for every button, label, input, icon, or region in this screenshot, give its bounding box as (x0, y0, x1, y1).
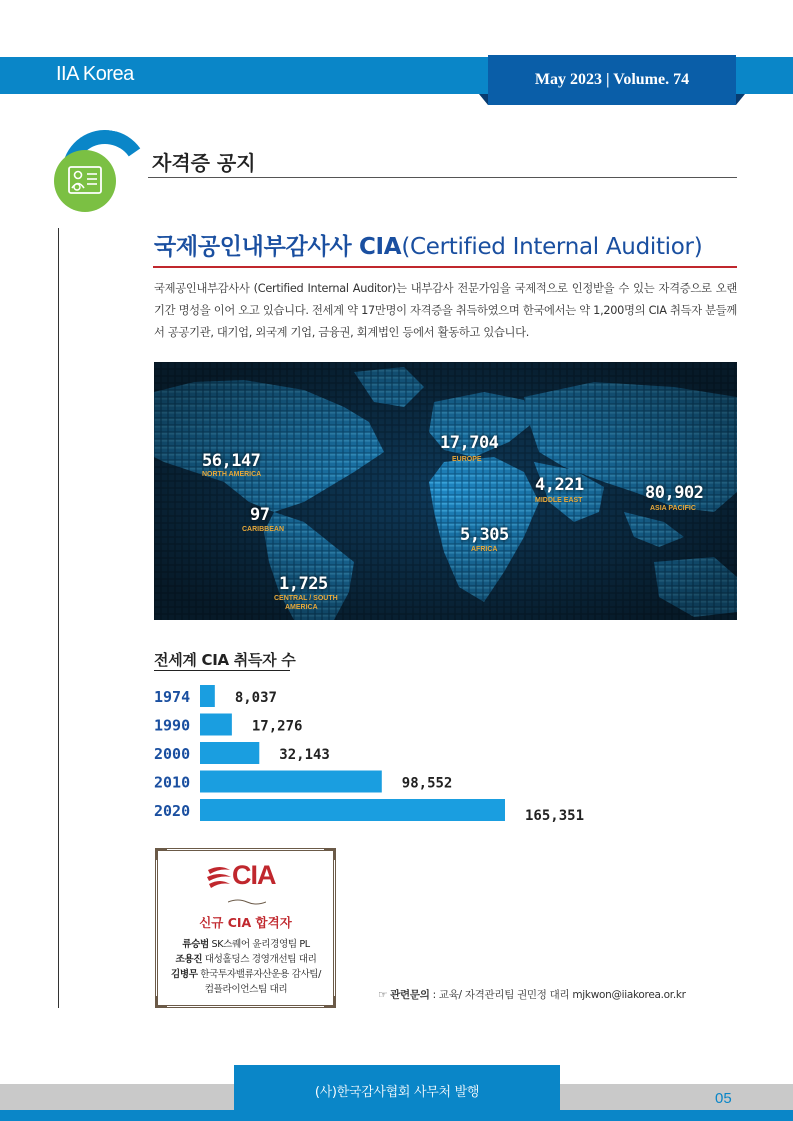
map-region-central-south-america-line2: AMERICA (285, 604, 318, 611)
map-region-africa: AFRICA (471, 546, 498, 553)
bar-1990 (200, 714, 232, 736)
article-title-english: (Certified Internal Auditior) (401, 234, 703, 260)
person-affiliation: SK스퀘어 윤리경영팀 PL (211, 939, 310, 950)
map-value-central-south-america: 1,725 (279, 574, 328, 594)
section-title: 자격증 공지 (152, 151, 256, 175)
value-label-2020: 165,351 (525, 808, 585, 824)
frame-corner-br (324, 996, 336, 1008)
chart-title-underline (154, 670, 290, 671)
section-divider (148, 177, 737, 178)
contact-label: 관련문의 (390, 989, 430, 1001)
section-icon-badge (54, 150, 116, 212)
frame-corner-tl (155, 848, 167, 860)
category-label-1990: 1990 (154, 716, 191, 735)
frame-corner-tr (324, 848, 336, 860)
person-affiliation: 한국투자밸류자산운용 감사팀/ (200, 969, 322, 980)
category-label-2020: 2020 (154, 802, 191, 820)
list-item (160, 967, 332, 982)
article-title-underline (153, 266, 737, 268)
map-region-asia-pacific: ASIA PACIFIC (650, 505, 696, 512)
map-region-central-south-america: CENTRAL / SOUTH (274, 595, 338, 602)
left-vertical-rule (58, 228, 59, 1008)
category-label-2010: 2010 (154, 773, 191, 792)
bar-1974 (200, 685, 215, 707)
person-affiliation: 대성홀딩스 경영개선팀 대리 (204, 954, 317, 965)
map-value-asia-pacific: 80,902 (645, 483, 704, 503)
value-label-2000: 32,143 (279, 747, 330, 763)
frame-corner-bl (155, 996, 167, 1008)
article-intro: 국제공인내부감사사 (Certified Internal Auditor)는 내부감사 전문가임을 국제적으로 인정받을 수 있는 자격증으로 오랜 기간 명성을 이어 오고 있습니다. 전세계 약 17만명이 자격증을 취득하였으며 한국에서는 약 1,200명의 CIA 취득자 분들께서 공공기관, 대기업, 외국계 기업, 금융권, 회계법인 등에서 활동하고 있습니다. (154, 282, 737, 339)
list-item-continued: 컴플라이언스팀 대리 (204, 984, 288, 995)
bar-2010 (200, 771, 382, 793)
map-region-north-america: NORTH AMERICA (202, 471, 262, 478)
map-region-europe: EUROPE (452, 456, 482, 463)
world-map (154, 362, 737, 620)
article-title-korean: 국제공인내부감사사 CIA (154, 234, 402, 260)
ornament-divider-icon (228, 898, 266, 906)
map-value-caribbean: 97 (250, 505, 270, 525)
person-name: 조용진 (175, 954, 203, 965)
pointing-hand-icon: ☞ (378, 989, 388, 1001)
map-value-europe: 17,704 (440, 433, 499, 453)
new-cia-list (160, 937, 332, 997)
value-label-1974: 8,037 (234, 690, 277, 706)
bar-chart-svg (154, 683, 654, 828)
bar-2000 (200, 742, 259, 764)
page-number: 05 (715, 1090, 732, 1107)
new-cia-heading: 신규 CIA 합격자 (199, 915, 292, 930)
map-region-middle-east: MIDDLE EAST (535, 497, 583, 504)
person-name: 김병무 (170, 969, 198, 980)
map-value-north-america: 56,147 (202, 451, 261, 471)
contact-info (378, 987, 686, 1002)
value-label-2010: 98,552 (401, 775, 453, 792)
map-region-caribbean: CARIBBEAN (242, 526, 284, 533)
article-title (154, 228, 702, 261)
bar-2020 (200, 799, 505, 821)
map-value-africa: 5,305 (460, 525, 509, 545)
list-item (160, 937, 332, 952)
list-item (160, 952, 332, 967)
contact-text: : 교육/ 자격관리팀 권민정 대리 mjkwon@iiakorea.or.kr (429, 989, 686, 1001)
person-name: 류승범 (182, 939, 209, 950)
category-label-1974: 1974 (154, 688, 191, 706)
cia-logo-text: CIA (232, 860, 276, 890)
footer-publisher: (사)한국감사협회 사무처 발행 (234, 1065, 560, 1115)
certificate-icon (68, 166, 102, 196)
map-value-middle-east: 4,221 (535, 475, 584, 495)
category-label-2000: 2000 (154, 745, 191, 763)
header-ribbon-fold-left (479, 94, 488, 105)
cia-holders-chart (154, 683, 654, 828)
issue-label: May 2023 | Volume. 74 (488, 55, 736, 105)
chart-title: 전세계 CIA 취득자 수 (154, 651, 296, 669)
header-ribbon-fold-right (736, 94, 745, 105)
brand-name: IIA Korea (56, 63, 134, 85)
value-label-1990: 17,276 (251, 718, 303, 735)
